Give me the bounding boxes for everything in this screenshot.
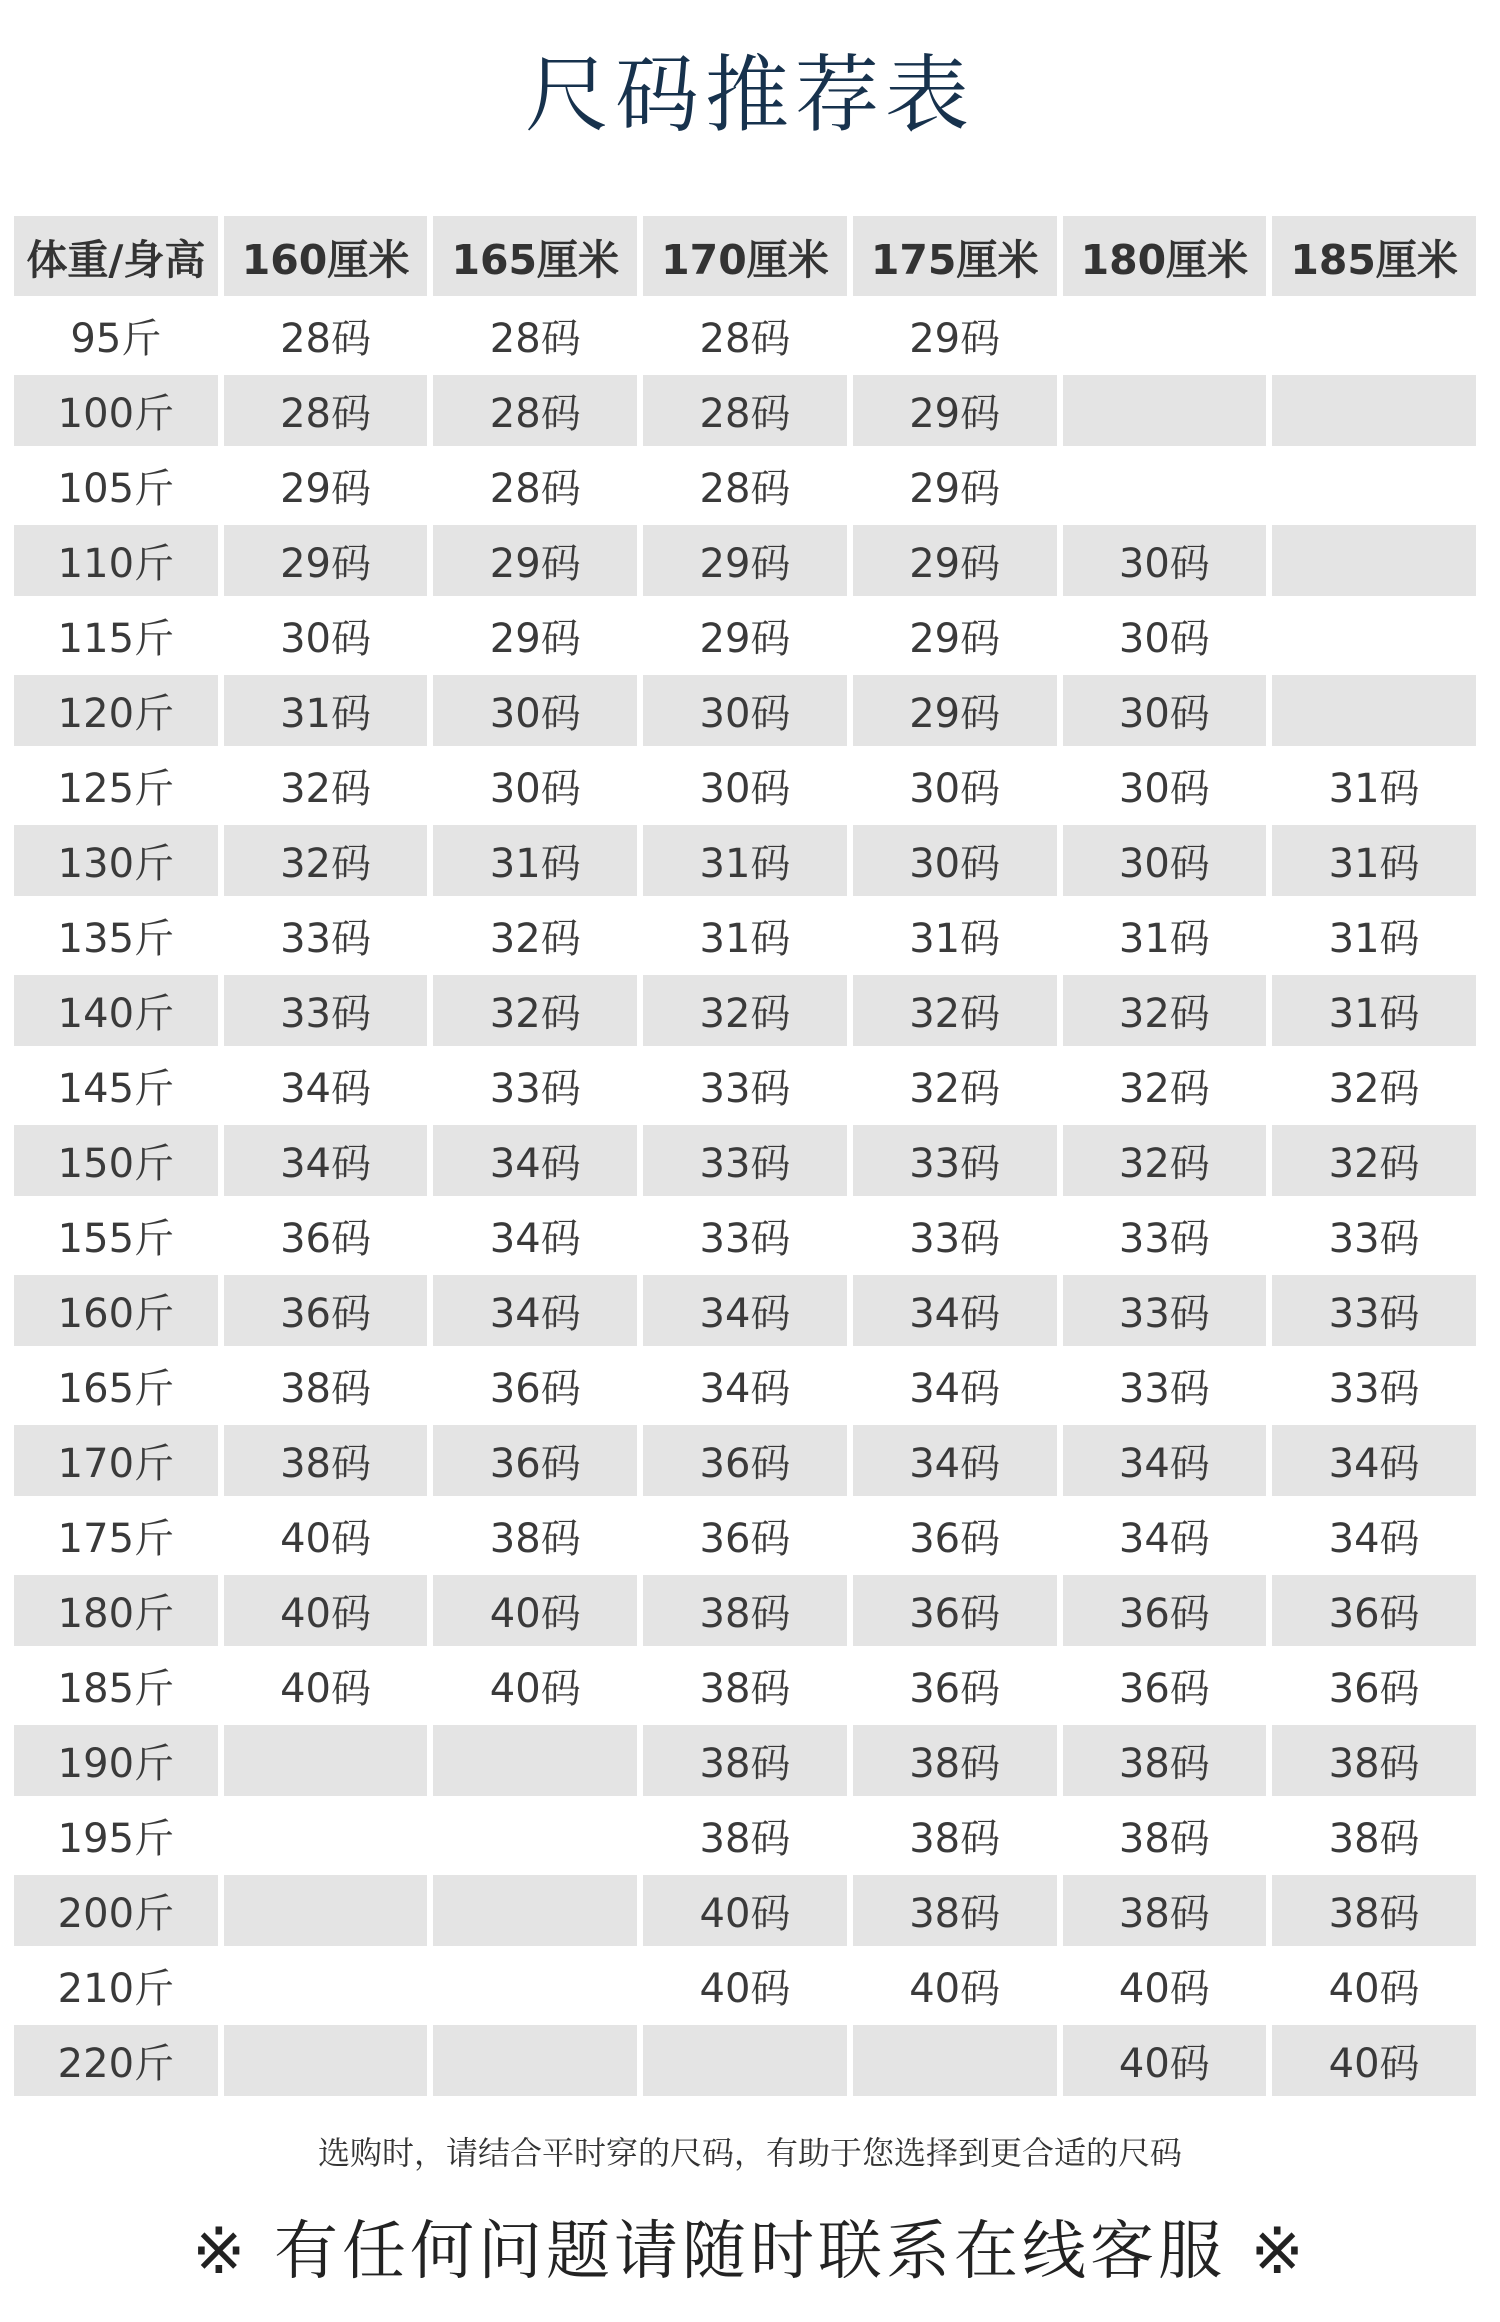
size-cell: 38码 (1063, 1800, 1267, 1871)
table-row (14, 1800, 1476, 1871)
size-cell: 34码 (224, 1050, 428, 1121)
weight-cell: 155斤 (14, 1200, 218, 1271)
size-cell: 32码 (1063, 1050, 1267, 1121)
size-cell: 29码 (853, 450, 1057, 521)
size-cell: 32码 (1063, 1125, 1267, 1196)
table-row (14, 1125, 1476, 1196)
size-cell: 34码 (433, 1125, 637, 1196)
table-row (14, 900, 1476, 971)
size-cell: 36码 (643, 1425, 847, 1496)
size-cell: 33码 (433, 1050, 637, 1121)
size-cell: 34码 (433, 1200, 637, 1271)
size-cell: 38码 (643, 1725, 847, 1796)
size-cell (1272, 675, 1476, 746)
weight-cell: 130斤 (14, 825, 218, 896)
size-cell (224, 1725, 428, 1796)
size-cell (433, 1725, 637, 1796)
size-cell: 30码 (853, 825, 1057, 896)
size-cell: 33码 (643, 1125, 847, 1196)
size-cell: 36码 (1272, 1575, 1476, 1646)
size-cell: 40码 (1063, 2025, 1267, 2096)
size-cell: 33码 (1063, 1200, 1267, 1271)
size-cell: 30码 (853, 750, 1057, 821)
table-row (14, 2025, 1476, 2096)
size-cell: 31码 (433, 825, 637, 896)
size-cell: 30码 (1063, 750, 1267, 821)
header-height-160: 160厘米 (224, 216, 428, 296)
size-cell: 32码 (224, 750, 428, 821)
size-cell: 33码 (643, 1200, 847, 1271)
size-cell (1272, 600, 1476, 671)
size-cell: 30码 (1063, 825, 1267, 896)
size-cell: 38码 (1272, 1800, 1476, 1871)
size-cell: 29码 (643, 525, 847, 596)
size-cell: 32码 (433, 900, 637, 971)
size-cell: 33码 (1272, 1200, 1476, 1271)
size-cell: 31码 (643, 825, 847, 896)
table-row (14, 825, 1476, 896)
size-cell: 31码 (1272, 825, 1476, 896)
size-cell: 29码 (224, 450, 428, 521)
size-cell: 36码 (643, 1500, 847, 1571)
weight-cell: 175斤 (14, 1500, 218, 1571)
size-cell: 33码 (853, 1200, 1057, 1271)
size-cell: 36码 (433, 1425, 637, 1496)
size-cell: 40码 (433, 1650, 637, 1721)
header-height-180: 180厘米 (1063, 216, 1267, 296)
size-cell: 33码 (224, 975, 428, 1046)
table-row (14, 675, 1476, 746)
weight-cell: 115斤 (14, 600, 218, 671)
size-cell: 34码 (1063, 1425, 1267, 1496)
weight-cell: 140斤 (14, 975, 218, 1046)
size-cell: 29码 (853, 300, 1057, 371)
size-cell: 38码 (853, 1725, 1057, 1796)
size-cell: 36码 (1063, 1650, 1267, 1721)
size-cell: 38码 (433, 1500, 637, 1571)
size-cell: 36码 (853, 1575, 1057, 1646)
size-cell: 38码 (224, 1350, 428, 1421)
size-cell: 38码 (643, 1650, 847, 1721)
size-cell: 32码 (224, 825, 428, 896)
size-cell: 29码 (853, 375, 1057, 446)
size-cell: 34码 (853, 1275, 1057, 1346)
size-cell (1063, 375, 1267, 446)
weight-cell: 170斤 (14, 1425, 218, 1496)
table-row (14, 525, 1476, 596)
table-row (14, 1050, 1476, 1121)
size-cell: 32码 (853, 1050, 1057, 1121)
size-cell (853, 2025, 1057, 2096)
size-cell: 32码 (1272, 1050, 1476, 1121)
size-cell (1272, 450, 1476, 521)
table-row (14, 600, 1476, 671)
weight-cell: 190斤 (14, 1725, 218, 1796)
size-cell (1272, 300, 1476, 371)
size-cell: 34码 (224, 1125, 428, 1196)
size-cell: 38码 (1063, 1725, 1267, 1796)
size-cell: 38码 (853, 1875, 1057, 1946)
size-cell: 40码 (224, 1575, 428, 1646)
size-cell: 30码 (643, 750, 847, 821)
size-cell: 33码 (224, 900, 428, 971)
size-cell (643, 2025, 847, 2096)
size-cell: 30码 (1063, 525, 1267, 596)
size-cell (224, 1875, 428, 1946)
table-row (14, 1350, 1476, 1421)
table-row (14, 1425, 1476, 1496)
header-height-165: 165厘米 (433, 216, 637, 296)
weight-cell: 220斤 (14, 2025, 218, 2096)
size-cell: 29码 (433, 525, 637, 596)
weight-cell: 110斤 (14, 525, 218, 596)
size-cell (433, 1800, 637, 1871)
weight-cell: 105斤 (14, 450, 218, 521)
size-cell: 40码 (853, 1950, 1057, 2021)
size-cell: 32码 (643, 975, 847, 1046)
contact-service-banner: ※ 有任何问题请随时联系在线客服 ※ (192, 2215, 1308, 2289)
size-cell: 30码 (1063, 675, 1267, 746)
table-row (14, 450, 1476, 521)
size-cell: 34码 (853, 1350, 1057, 1421)
size-cell: 29码 (643, 600, 847, 671)
size-cell: 40码 (224, 1500, 428, 1571)
weight-cell: 125斤 (14, 750, 218, 821)
weight-cell: 95斤 (14, 300, 218, 371)
table-row (14, 1725, 1476, 1796)
table-row (14, 1200, 1476, 1271)
size-cell: 31码 (1272, 975, 1476, 1046)
page-title: 尺码推荐表 (524, 46, 975, 144)
size-cell: 34码 (643, 1350, 847, 1421)
size-cell: 31码 (1272, 750, 1476, 821)
size-cell: 31码 (1063, 900, 1267, 971)
size-cell (433, 1950, 637, 2021)
header-weight-height: 体重/身高 (14, 216, 218, 296)
size-cell: 36码 (1063, 1575, 1267, 1646)
size-chart-body (14, 300, 1476, 2096)
header-row (14, 216, 1476, 296)
size-cell: 36码 (853, 1650, 1057, 1721)
size-cell (1272, 375, 1476, 446)
size-cell (224, 1950, 428, 2021)
size-cell (1063, 300, 1267, 371)
size-cell: 38码 (643, 1800, 847, 1871)
weight-cell: 145斤 (14, 1050, 218, 1121)
size-cell: 32码 (1272, 1125, 1476, 1196)
table-row (14, 1950, 1476, 2021)
size-cell: 32码 (853, 975, 1057, 1046)
size-cell: 30码 (1063, 600, 1267, 671)
size-cell: 30码 (224, 600, 428, 671)
size-cell: 34码 (1272, 1500, 1476, 1571)
header-height-185: 185厘米 (1272, 216, 1476, 296)
weight-cell: 180斤 (14, 1575, 218, 1646)
size-cell: 33码 (853, 1125, 1057, 1196)
size-cell: 40码 (1272, 1950, 1476, 2021)
size-cell: 38码 (853, 1800, 1057, 1871)
size-cell: 40码 (1272, 2025, 1476, 2096)
weight-cell: 185斤 (14, 1650, 218, 1721)
size-cell: 29码 (853, 675, 1057, 746)
table-row (14, 300, 1476, 371)
size-cell: 38码 (1272, 1875, 1476, 1946)
weight-cell: 100斤 (14, 375, 218, 446)
size-cell: 31码 (1272, 900, 1476, 971)
size-cell: 28码 (643, 375, 847, 446)
size-cell (433, 1875, 637, 1946)
size-cell: 30码 (433, 750, 637, 821)
size-cell: 36码 (224, 1275, 428, 1346)
size-cell: 32码 (433, 975, 637, 1046)
size-cell (1063, 450, 1267, 521)
purchase-note: 选购时，请结合平时穿的尺码，有助于您选择到更合适的尺码 (317, 2134, 1182, 2172)
weight-cell: 135斤 (14, 900, 218, 971)
size-cell: 33码 (1063, 1350, 1267, 1421)
header-height-170: 170厘米 (643, 216, 847, 296)
size-cell (433, 2025, 637, 2096)
size-cell: 40码 (643, 1875, 847, 1946)
table-row (14, 1500, 1476, 1571)
size-cell: 34码 (1272, 1425, 1476, 1496)
size-cell: 31码 (224, 675, 428, 746)
size-cell: 36码 (224, 1200, 428, 1271)
table-row (14, 1650, 1476, 1721)
size-cell: 33码 (1272, 1275, 1476, 1346)
size-cell: 38码 (1272, 1725, 1476, 1796)
size-cell: 40码 (433, 1575, 637, 1646)
weight-cell: 160斤 (14, 1275, 218, 1346)
size-cell: 32码 (1063, 975, 1267, 1046)
size-cell: 33码 (643, 1050, 847, 1121)
size-cell: 34码 (853, 1425, 1057, 1496)
size-cell: 28码 (224, 300, 428, 371)
size-cell: 29码 (853, 600, 1057, 671)
table-row (14, 1575, 1476, 1646)
weight-cell: 200斤 (14, 1875, 218, 1946)
size-cell: 33码 (1272, 1350, 1476, 1421)
size-cell: 28码 (224, 375, 428, 446)
size-cell: 40码 (643, 1950, 847, 2021)
weight-cell: 210斤 (14, 1950, 218, 2021)
size-cell: 33码 (1063, 1275, 1267, 1346)
size-chart-table (8, 212, 1482, 2100)
size-cell: 40码 (224, 1650, 428, 1721)
size-cell: 34码 (1063, 1500, 1267, 1571)
size-cell (224, 1800, 428, 1871)
size-cell: 38码 (1063, 1875, 1267, 1946)
size-cell: 28码 (433, 450, 637, 521)
size-cell (224, 2025, 428, 2096)
weight-cell: 165斤 (14, 1350, 218, 1421)
size-cell: 31码 (643, 900, 847, 971)
table-row (14, 750, 1476, 821)
table-row (14, 375, 1476, 446)
size-cell: 30码 (643, 675, 847, 746)
size-cell: 36码 (1272, 1650, 1476, 1721)
size-cell (1272, 525, 1476, 596)
table-row (14, 1875, 1476, 1946)
size-cell: 28码 (643, 300, 847, 371)
weight-cell: 195斤 (14, 1800, 218, 1871)
size-cell: 29码 (224, 525, 428, 596)
size-cell: 38码 (643, 1575, 847, 1646)
size-cell: 30码 (433, 675, 637, 746)
size-cell: 36码 (433, 1350, 637, 1421)
weight-cell: 120斤 (14, 675, 218, 746)
size-cell: 40码 (1063, 1950, 1267, 2021)
weight-cell: 150斤 (14, 1125, 218, 1196)
table-row (14, 975, 1476, 1046)
size-cell: 28码 (643, 450, 847, 521)
size-cell: 36码 (853, 1500, 1057, 1571)
size-cell: 29码 (433, 600, 637, 671)
size-cell: 31码 (853, 900, 1057, 971)
header-height-175: 175厘米 (853, 216, 1057, 296)
size-cell: 34码 (433, 1275, 637, 1346)
size-cell: 29码 (853, 525, 1057, 596)
size-cell: 38码 (224, 1425, 428, 1496)
size-cell: 34码 (643, 1275, 847, 1346)
size-cell: 28码 (433, 300, 637, 371)
table-row (14, 1275, 1476, 1346)
size-cell: 28码 (433, 375, 637, 446)
